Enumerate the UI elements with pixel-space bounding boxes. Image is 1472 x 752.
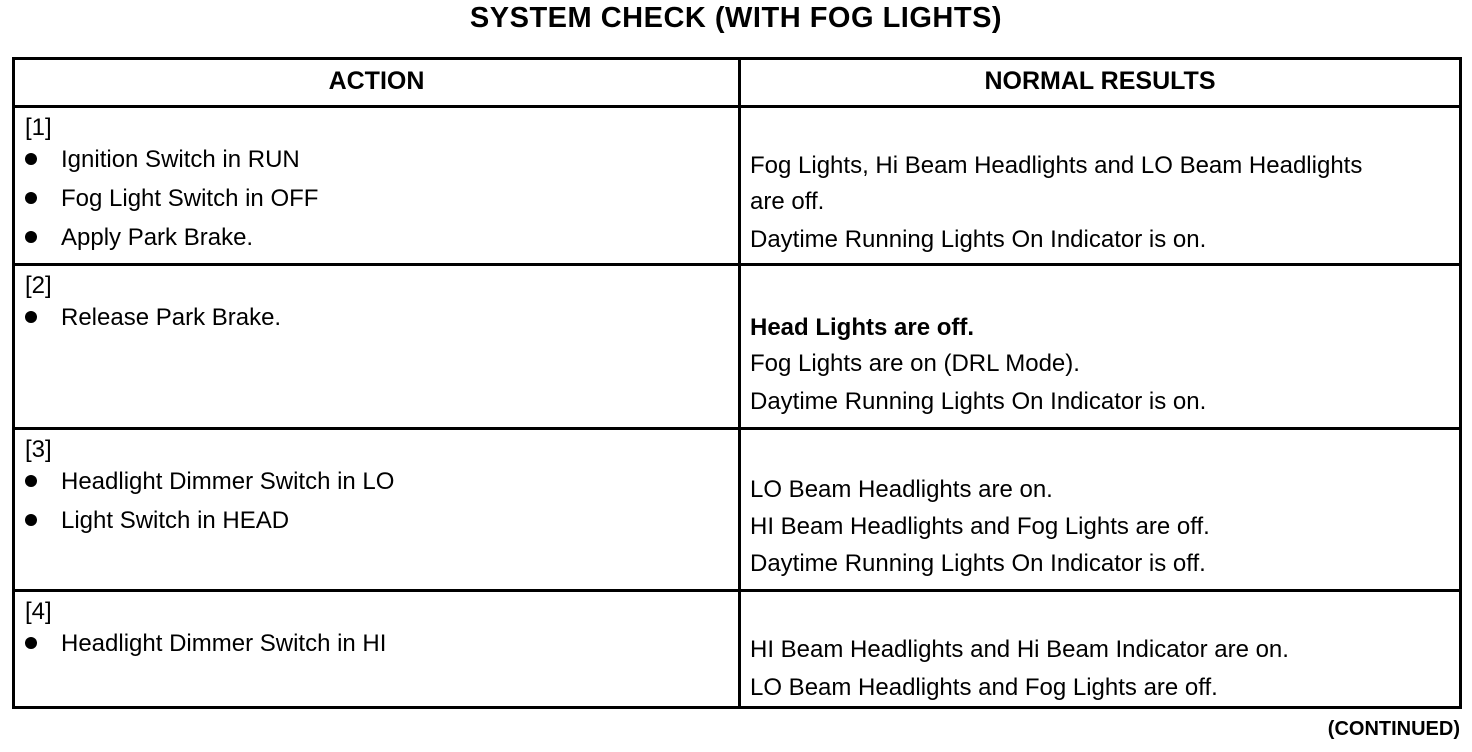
result-text: are off. bbox=[750, 188, 825, 215]
header-action: ACTION bbox=[328, 67, 425, 95]
action-text: Light Switch in HEAD bbox=[61, 507, 290, 534]
action-text: Release Park Brake. bbox=[61, 304, 282, 331]
step-label: [1] bbox=[25, 114, 52, 141]
action-text: Fog Light Switch in OFF bbox=[61, 185, 319, 212]
continued-label: (CONTINUED) bbox=[1327, 718, 1460, 740]
result-text: Daytime Running Lights On Indicator is off. bbox=[750, 550, 1206, 577]
action-item bbox=[25, 146, 300, 174]
result-text: Head Lights are off. bbox=[750, 314, 975, 341]
result-text: Daytime Running Lights On Indicator is on. bbox=[750, 226, 1207, 253]
bullet-icon bbox=[25, 475, 37, 487]
step-label: [4] bbox=[25, 598, 52, 625]
table-row-1 bbox=[15, 108, 1459, 266]
result-text: LO Beam Headlights are on. bbox=[750, 476, 1053, 503]
result-text: HI Beam Headlights and Hi Beam Indicator are on. bbox=[750, 636, 1289, 663]
table-row-4 bbox=[15, 592, 1459, 706]
action-item bbox=[25, 304, 281, 332]
header-normal-results: NORMAL RESULTS bbox=[984, 67, 1216, 95]
action-item bbox=[25, 224, 253, 252]
bullet-icon bbox=[25, 311, 37, 323]
bullet-icon bbox=[25, 514, 37, 526]
action-text: Apply Park Brake. bbox=[61, 224, 254, 251]
table-row-3 bbox=[15, 430, 1459, 592]
action-text: Headlight Dimmer Switch in HI bbox=[61, 630, 387, 657]
result-text: Fog Lights, Hi Beam Headlights and LO Beam Headlights bbox=[750, 152, 1363, 179]
action-item bbox=[25, 630, 386, 658]
result-text: Daytime Running Lights On Indicator is on. bbox=[750, 388, 1207, 415]
table-row-2 bbox=[15, 266, 1459, 430]
table-header-row bbox=[15, 60, 1459, 108]
bullet-icon bbox=[25, 192, 37, 204]
action-item bbox=[25, 468, 394, 496]
page-title: SYSTEM CHECK (WITH FOG LIGHTS) bbox=[469, 2, 1003, 34]
action-text: Ignition Switch in RUN bbox=[61, 146, 300, 173]
action-text: Headlight Dimmer Switch in LO bbox=[61, 468, 395, 495]
result-text: LO Beam Headlights and Fog Lights are off. bbox=[750, 674, 1218, 701]
action-item bbox=[25, 507, 289, 535]
bullet-icon bbox=[25, 231, 37, 243]
result-text: Fog Lights are on (DRL Mode). bbox=[750, 350, 1080, 377]
action-item bbox=[25, 185, 318, 213]
system-check-table bbox=[12, 57, 1462, 709]
step-label: [3] bbox=[25, 436, 52, 463]
step-label: [2] bbox=[25, 272, 52, 299]
result-text: HI Beam Headlights and Fog Lights are off. bbox=[750, 513, 1210, 540]
bullet-icon bbox=[25, 637, 37, 649]
bullet-icon bbox=[25, 153, 37, 165]
